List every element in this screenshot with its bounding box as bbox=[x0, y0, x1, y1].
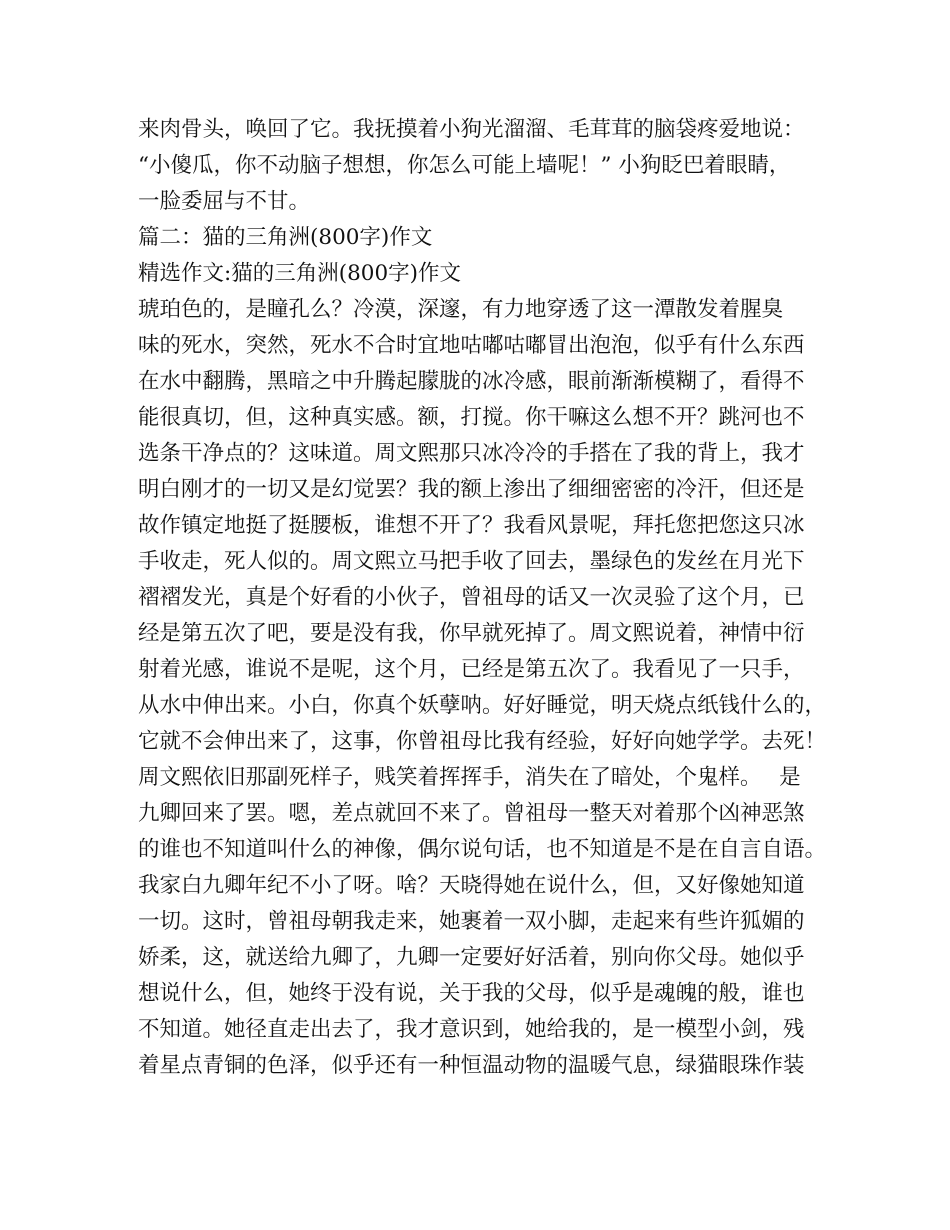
section-heading: 篇二：猫的三角洲(800字)作文 bbox=[138, 225, 433, 250]
text-line: 琥珀色的，是瞳孔么？冷漠，深邃，有力地穿透了这一潭散发着腥臭 bbox=[138, 297, 784, 322]
text-line: 经是第五次了吧，要是没有我，你早就死掉了。周文熙说着，神情中衍 bbox=[138, 621, 805, 646]
text-line: 周文熙依旧那副死样子，贱笑着挥挥手，消失在了暗处，个鬼样。 是 bbox=[138, 765, 801, 790]
text-line: “小傻瓜，你不动脑子想想，你怎么可能上墙呢！” 小狗眨巴着眼睛， bbox=[138, 153, 791, 178]
text-line: 选条干净点的？这味道。周文熙那只冰冷冷的手搭在了我的背上，我才 bbox=[138, 441, 805, 466]
text-line: 在水中翻腾，黑暗之中升腾起朦胧的冰冷感，眼前渐渐模糊了，看得不 bbox=[138, 369, 805, 394]
text-line: 娇柔，这，就送给九卿了，九卿一定要好好活着，别向你父母。她似乎 bbox=[138, 945, 805, 970]
text-line: 能很真切，但，这种真实感。额，打搅。你干嘛这么想不开？跳河也不 bbox=[138, 405, 805, 430]
text-line: 一脸委屈与不甘。 bbox=[138, 189, 311, 214]
text-line: 着星点青铜的色泽，似乎还有一种恒温动物的温暖气息，绿猫眼珠作装 bbox=[138, 1053, 805, 1078]
text-line: 不知道。她径直走出去了，我才意识到，她给我的，是一模型小剑，残 bbox=[138, 1017, 805, 1042]
text-line: 从水中伸出来。小白，你真个妖孽呐。好好睡觉，明天烧点纸钱什么的， bbox=[138, 693, 827, 718]
section-subheading: 精选作文:猫的三角洲(800字)作文 bbox=[138, 261, 462, 286]
text-line: 的谁也不知道叫什么的神像，偶尔说句话，也不知道是不是在自言自语。 bbox=[138, 837, 827, 862]
text-line: 一切。这时，曾祖母朝我走来，她裹着一双小脚，走起来有些许狐媚的 bbox=[138, 909, 805, 934]
text-line: 褶褶发光，真是个好看的小伙子，曾祖母的话又一次灵验了这个月，已 bbox=[138, 585, 805, 610]
text-line: 想说什么，但，她终于没有说，关于我的父母，似乎是魂魄的般，谁也 bbox=[138, 981, 805, 1006]
text-line: 味的死水，突然，死水不合时宜地咕嘟咕嘟冒出泡泡，似乎有什么东西 bbox=[138, 333, 805, 358]
text-line: 明白刚才的一切又是幻觉罢？我的额上渗出了细细密密的冷汗，但还是 bbox=[138, 477, 805, 502]
text-line: 它就不会伸出来了，这事，你曾祖母比我有经验，好好向她学学。去死！ bbox=[138, 729, 827, 754]
text-line: 手收走，死人似的。周文熙立马把手收了回去，墨绿色的发丝在月光下 bbox=[138, 549, 805, 574]
text-line: 来肉骨头，唤回了它。我抚摸着小狗光溜溜、毛茸茸的脑袋疼爱地说： bbox=[138, 117, 805, 142]
text-line: 我家白九卿年纪不小了呀。啥？天晓得她在说什么，但，又好像她知道 bbox=[138, 873, 805, 898]
text-line: 九卿回来了罢。嗯，差点就回不来了。曾祖母一整天对着那个凶神恶煞 bbox=[138, 801, 805, 826]
text-line: 故作镇定地挺了挺腰板，谁想不开了？我看风景呢，拜托您把您这只冰 bbox=[138, 513, 805, 538]
text-line: 射着光感，谁说不是呢，这个月，已经是第五次了。我看见了一只手， bbox=[138, 657, 805, 682]
